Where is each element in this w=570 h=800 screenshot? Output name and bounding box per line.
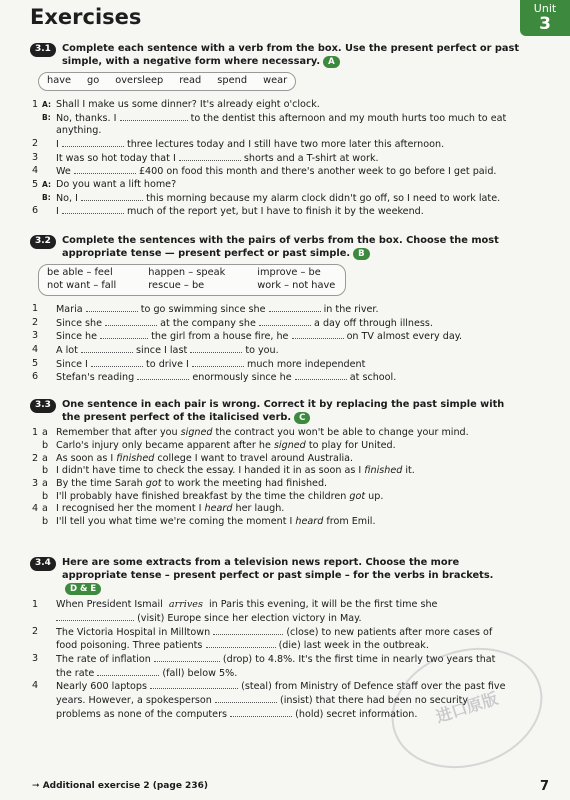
answer-blank[interactable] <box>137 371 189 380</box>
verb-word: go <box>87 75 100 87</box>
verb-pairs-box <box>38 264 346 296</box>
exercise-3-2 <box>30 234 520 385</box>
answer-blank[interactable] <box>192 358 244 367</box>
answer-blank[interactable] <box>215 694 277 703</box>
question-item: B: No, I this morning because my alarm clock didn't go off, so I need to work late. <box>42 192 501 204</box>
answer-blank[interactable] <box>62 205 124 214</box>
answer-blank[interactable] <box>150 680 238 689</box>
answer-blank[interactable] <box>259 317 311 326</box>
unit-label: Unit <box>533 2 557 15</box>
exercise-instruction: Here are some extracts from a television news report. Choose the more appropriate tense – present perfect or past simple – for the verbs in brackets.D & E <box>61 557 494 595</box>
answer-blank[interactable] <box>81 192 143 201</box>
section-badge: A <box>323 56 340 68</box>
exercise-number: 3.4 <box>30 557 56 571</box>
section-badge: C <box>294 412 310 424</box>
answer-blank[interactable] <box>292 330 344 339</box>
italic-verb: finished <box>364 465 403 477</box>
exercise-instruction: One sentence in each pair is wrong. Correct it by replacing the past simple with the present perfect of the italicised verb. C <box>61 399 505 424</box>
answer-blank[interactable] <box>56 612 134 621</box>
unit-tab <box>520 0 570 36</box>
sentence-2b: b I didn't have time to check the essay. I handed it in as soon as I finished it. <box>42 465 415 477</box>
answer-blank[interactable] <box>179 152 241 161</box>
sentence-1a: 1 a Remember that after you signed the contract you won't be able to change your mind. <box>32 427 469 439</box>
question-item: B: No, thanks. I to the dentist this afternoon and my mouth hurts too much to eat anything. <box>42 112 507 137</box>
exercise-number: 3.2 <box>30 235 56 249</box>
answer-blank[interactable] <box>295 371 347 380</box>
verb-pair: rescue – be <box>148 280 205 292</box>
handwritten-answer: arrives <box>168 599 203 611</box>
question-item: 2 The Victoria Hospital in Milltown (close) to new patients after more cases of food poisoning. Three patients (die) last week in the outbreak. <box>32 625 493 652</box>
verb-box <box>38 72 296 91</box>
italic-verb: signed <box>180 427 213 439</box>
answer-blank[interactable] <box>120 112 188 121</box>
answer-blank[interactable] <box>213 626 283 635</box>
question-item: 2 I three lectures today and I still have two more later this afternoon. <box>32 138 445 151</box>
exercise-3-1 <box>30 42 520 219</box>
question-item: 1 Maria to go swimming since she in the river. <box>32 303 379 316</box>
italic-verb: finished <box>116 452 155 464</box>
exercise-instruction: Complete the sentences with the pairs of verbs from the box. Choose the most appropriate tense — present perfect or past simple. B <box>61 235 499 260</box>
question-item: 4 A lot since I last to you. <box>32 344 279 357</box>
answer-blank[interactable] <box>206 639 276 648</box>
sentence-4a: 4 a I recognised her the moment I heard her laugh. <box>32 503 285 515</box>
answer-blank[interactable] <box>62 138 124 147</box>
additional-exercise-link[interactable]: ➞ Additional exercise 2 (page 236) <box>32 781 208 791</box>
question-item: 5 A: Do you want a lift home? <box>32 179 177 191</box>
italic-verb: heard <box>204 503 233 515</box>
verb-pair: happen – speak <box>148 267 226 279</box>
answer-blank[interactable] <box>100 330 148 339</box>
italic-verb: signed <box>273 439 306 451</box>
sentence-3b: b I'll probably have finished breakfast by the time the children got up. <box>42 490 384 502</box>
question-item: 1 When President Ismail arrives in Paris this evening, it will be the first time she (visit) Europe since her election victory in May. <box>32 599 438 625</box>
verb-word: have <box>47 75 72 87</box>
question-item: 3 It was so hot today that I shorts and a T-shirt at work. <box>32 151 379 164</box>
answer-blank[interactable] <box>154 653 220 662</box>
verb-pair: work – not have <box>257 280 336 292</box>
question-item: 3 Since he the girl from a house fire, he on TV almost every day. <box>32 330 463 343</box>
verb-word: spend <box>217 75 248 87</box>
question-item: 4 We £400 on food this month and there's another week to go before I get paid. <box>32 165 497 178</box>
question-item: 3 The rate of inflation (drop) to 4.8%. It's the first time in nearly two years that the rate (fall) below 5%. <box>32 653 496 679</box>
sentence-2a: 2 a As soon as I finished college I want to travel around Australia. <box>32 452 354 464</box>
question-item: 1 A: Shall I make us some dinner? It's already eight o'clock. <box>32 99 320 111</box>
answer-blank[interactable] <box>269 303 321 312</box>
section-badge: B <box>353 248 369 260</box>
italic-verb: got <box>349 490 366 502</box>
exercise-instruction: Complete each sentence with a verb from the box. Use the present perfect or past simple, with a negative form where necessary. A <box>61 43 520 68</box>
import-stamp-watermark: 进口原版 <box>376 629 558 787</box>
question-item: 5 Since I to drive I much more independent <box>32 357 366 370</box>
answer-blank[interactable] <box>91 358 143 367</box>
verb-pair: not want – fall <box>47 280 117 292</box>
italic-verb: heard <box>295 515 324 527</box>
question-item: 4 Nearly 600 laptops (steal) from Ministry of Defence staff over the past five years. However, a spokesperson (insist) that there had been no security problems as none of the computers (hold) secret information. <box>32 680 506 720</box>
question-item: 6 I much of the report yet, but I have to finish it by the weekend. <box>32 205 424 218</box>
page-title: Exercises <box>30 5 142 29</box>
italic-verb: got <box>145 477 162 489</box>
answer-blank[interactable] <box>190 344 242 353</box>
section-badge: D & E <box>65 583 101 595</box>
verb-pair: be able – feel <box>47 267 113 279</box>
answer-blank[interactable] <box>74 165 136 174</box>
answer-blank[interactable] <box>230 708 292 717</box>
verb-word: wear <box>263 75 288 87</box>
sentence-3a: 3 a By the time Sarah got to work the meeting had finished. <box>32 477 328 489</box>
answer-blank[interactable] <box>97 667 159 676</box>
answer-blank[interactable] <box>86 303 138 312</box>
verb-pair: improve – be <box>257 267 321 279</box>
verb-word: oversleep <box>115 75 164 87</box>
answer-blank[interactable] <box>81 344 133 353</box>
sentence-4b: b I'll tell you what time we're coming the moment I heard from Emil. <box>42 515 376 527</box>
answer-blank[interactable] <box>105 317 157 326</box>
question-item: 6 Stefan's reading enormously since he at school. <box>32 371 397 384</box>
page-number: 7 <box>540 779 550 794</box>
unit-number: 3 <box>539 14 551 34</box>
question-item: 2 Since she at the company she a day off through illness. <box>32 316 433 329</box>
verb-word: read <box>179 75 202 87</box>
exercise-number: 3.1 <box>30 43 56 57</box>
exercise-number: 3.3 <box>30 399 56 413</box>
exercise-3-3 <box>30 398 520 529</box>
sentence-1b: b Carlo's injury only became apparent after he signed to play for United. <box>42 439 396 451</box>
